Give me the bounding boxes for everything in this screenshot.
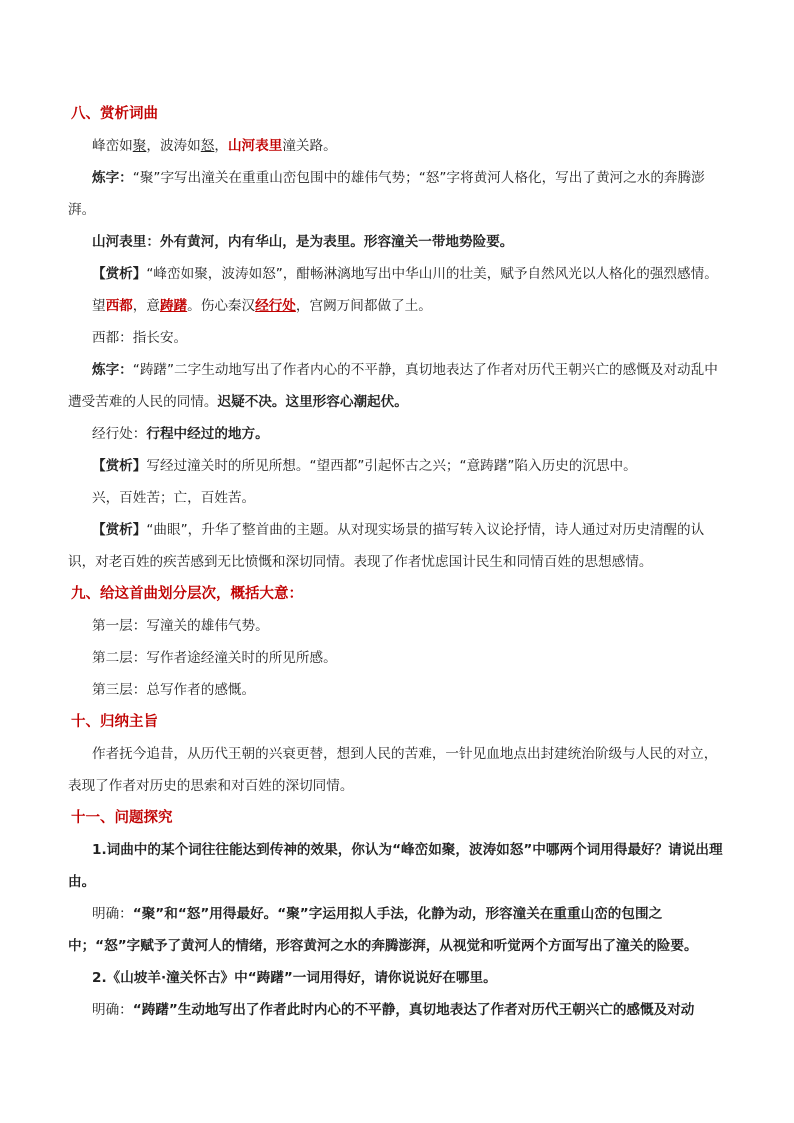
poem-text: 望 — [92, 298, 106, 314]
lianzi-paragraph-1 — [68, 162, 728, 226]
xidu-note: 西都：指长安。 — [92, 330, 188, 346]
poem-keyword-jingxingchu: 经行处 — [255, 298, 296, 314]
jingxingchu-label: 经行处： — [92, 426, 147, 442]
shangxi-paragraph-2 — [68, 450, 728, 482]
lianzi-text: “聚”字写出潼关在重重山峦包围中的雄伟气势；“怒”字将黄河人格化，写出了黄河之水的奔腾澎湃。 — [68, 170, 705, 218]
question-2: 2.《山坡羊·潼关怀古》中“踌躇”一词用得好，请你说说好在哪里。 — [92, 970, 497, 986]
lianzi-label: 炼字： — [92, 170, 133, 186]
poem-keyword-xidu: 西都 — [105, 298, 133, 314]
section-10-title: 十、归纳主旨 — [71, 714, 158, 730]
shangxi-text: “峰峦如聚，波涛如怒”，酣畅淋漓地写出中华山川的壮美，赋予自然风光以人格化的强烈感情。 — [146, 266, 718, 282]
answer-label: 明确： — [92, 1002, 133, 1018]
layer-2: 第二层：写作者途经潼关时的所见所感。 — [92, 650, 337, 666]
answer-text: “聚”和“怒”用得最好。“聚”字运用拟人手法，化静为动，形容潼关在重重山峦的包围之中；“怒”字赋予了黄河人的情绪，形容黄河之水的奔腾澎湃，从视觉和听觉两个方面写出了潼关的险要。 — [68, 906, 698, 954]
lianzi-text: “踌躇”二字生动地写出了作者内心的不平静，真切地表达了作者对历代王朝兴亡的感慨及对动乱中遭受苦难的人民的同情。 — [68, 362, 718, 410]
poem-keyword-ju: 聚 — [132, 138, 147, 154]
poem-line-2 — [68, 290, 728, 322]
section-9-title: 九、给这首曲划分层次，概括大意： — [71, 586, 303, 602]
poem-line-3: 兴，百姓苦；亡，百姓苦。 — [92, 490, 256, 506]
document-content — [68, 98, 728, 1026]
section-11-title: 十一、问题探究 — [71, 810, 173, 826]
poem-text: 峰峦如 — [92, 138, 133, 154]
shangxi-label: 【赏析】 — [92, 266, 147, 282]
shangxi-paragraph-3 — [68, 514, 728, 578]
shanhebiaoli-note: 山河表里：外有黄河，内有华山，是为表里。形容潼关一带地势险要。 — [92, 234, 514, 250]
poem-text: ，波涛如 — [146, 138, 201, 154]
section-8-title: 八、赏析词曲 — [71, 106, 158, 122]
answer-1 — [68, 898, 728, 962]
theme-paragraph: 作者抚今追昔，从历代王朝的兴衰更替，想到人民的苦难，一针见血地点出封建统治阶级与人民的对立，表现了作者对历史的思索和对百姓的深切同情。 — [68, 746, 718, 794]
lianzi-bold-note: 迟疑不决。这里形容心潮起伏。 — [217, 394, 408, 410]
jingxingchu-text: 行程中经过的地方。 — [146, 426, 269, 442]
poem-text: ， — [214, 138, 228, 154]
poem-text: ，宫阙万间都做了土。 — [295, 298, 432, 314]
shangxi-text: “曲眼”，升华了整首曲的主题。从对现实场景的描写转入议论抒情，诗人通过对历史清醒的认识，对老百姓的疾苦感到无比愤慨和深切同情。表现了作者忧虑国计民生和同情百姓的思想感情。 — [68, 522, 705, 570]
answer-2 — [68, 994, 728, 1026]
shangxi-label: 【赏析】 — [92, 522, 147, 538]
jingxingchu-note — [68, 418, 728, 450]
answer-label: 明确： — [92, 906, 133, 922]
shangxi-text: 写经过潼关时的所见所想。“望西都”引起怀古之兴；“意踌躇”陷入历史的沉思中。 — [146, 458, 637, 474]
shangxi-label: 【赏析】 — [92, 458, 147, 474]
answer-text: “踌躇”生动地写出了作者此时内心的不平静，真切地表达了作者对历代王朝兴亡的感慨及对动 — [132, 1002, 695, 1018]
poem-keyword-shanhebiaoli: 山河表里 — [227, 138, 283, 154]
poem-text: ，意 — [132, 298, 160, 314]
shangxi-paragraph-1 — [68, 258, 728, 290]
layer-3: 第三层：总写作者的感慨。 — [92, 682, 256, 698]
layer-1: 第一层：写潼关的雄伟气势。 — [92, 618, 269, 634]
poem-text: 。伤心秦汉 — [187, 298, 256, 314]
lianzi-label: 炼字： — [92, 362, 133, 378]
lianzi-paragraph-2 — [68, 354, 728, 418]
question-1: 1.词曲中的某个词往往能达到传神的效果，你认为“峰峦如聚，波涛如怒”中哪两个词用得最好？请说出理由。 — [68, 842, 723, 890]
poem-text: 潼关路。 — [282, 138, 337, 154]
poem-keyword-nu: 怒 — [200, 138, 215, 154]
poem-keyword-chouchu: 踌躇 — [159, 298, 188, 314]
poem-line-1 — [68, 130, 728, 162]
